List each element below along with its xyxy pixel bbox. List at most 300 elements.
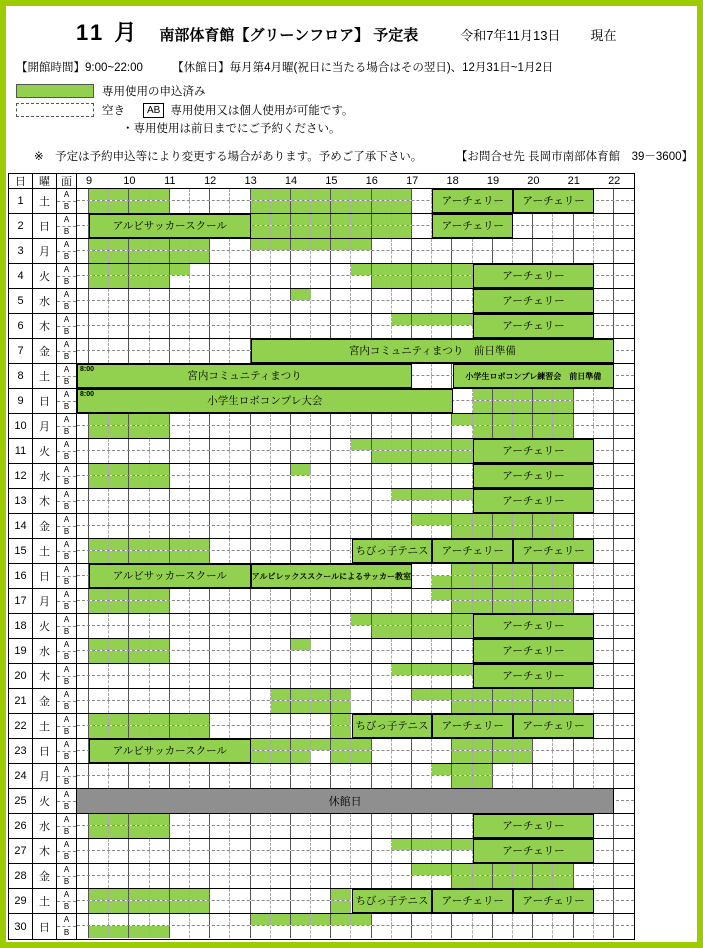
time-slot xyxy=(311,189,331,200)
pre-nine-pad xyxy=(77,701,89,713)
time-slot xyxy=(150,639,170,650)
time-slot xyxy=(553,914,573,925)
time-slot xyxy=(412,689,432,700)
time-slot xyxy=(311,489,331,500)
time-slot xyxy=(372,601,392,613)
time-slot xyxy=(129,589,149,600)
face-label-a: A xyxy=(57,664,76,677)
time-slot xyxy=(89,239,109,250)
time-slot xyxy=(150,326,170,338)
time-slot xyxy=(351,676,371,688)
time-slot xyxy=(392,876,412,888)
time-slot xyxy=(392,489,412,500)
time-slot xyxy=(291,239,311,250)
pre-nine-pad xyxy=(77,426,89,438)
time-slot xyxy=(493,576,513,588)
time-slot xyxy=(271,889,291,900)
time-slot xyxy=(291,539,311,550)
time-slot xyxy=(574,226,594,238)
time-slot xyxy=(230,851,250,863)
time-slot xyxy=(392,589,412,600)
event-block xyxy=(513,889,594,913)
time-slot xyxy=(129,414,149,425)
time-slot xyxy=(594,926,614,938)
schedule-row-day-29 xyxy=(9,889,634,914)
time-slot xyxy=(513,864,533,875)
face-column xyxy=(57,739,77,763)
hour-label: 20 xyxy=(527,175,540,187)
time-slot xyxy=(432,501,452,513)
time-slot xyxy=(412,676,432,688)
time-slot xyxy=(129,326,149,338)
time-slot xyxy=(372,276,392,288)
weekday-label: 月 xyxy=(33,589,57,613)
time-slot xyxy=(129,314,149,325)
time-slot xyxy=(311,589,331,600)
time-slot xyxy=(190,301,210,313)
time-slot xyxy=(331,764,351,775)
weekday-label: 土 xyxy=(33,539,57,563)
time-slot xyxy=(331,714,351,725)
time-slot xyxy=(210,351,230,363)
time-slot xyxy=(150,689,170,700)
time-slot xyxy=(351,639,371,650)
time-slot xyxy=(89,701,109,713)
time-slot xyxy=(432,864,452,875)
time-slot xyxy=(432,264,452,275)
time-slot xyxy=(412,564,432,575)
time-slot xyxy=(89,539,109,550)
event-block xyxy=(89,739,251,763)
time-slot xyxy=(351,651,371,663)
time-slot xyxy=(251,226,271,238)
time-slot xyxy=(493,251,513,263)
time-slot xyxy=(553,926,573,938)
hour-label: 13 xyxy=(244,175,257,187)
time-slot xyxy=(251,651,271,663)
time-slot xyxy=(190,814,210,825)
weekday-label: 水 xyxy=(33,639,57,663)
pre-nine-pad xyxy=(77,676,89,688)
contact: 【お問合せ先 長岡市南部体育館 39－3600】 xyxy=(455,151,693,163)
event-label: アーチェリー xyxy=(502,844,565,857)
time-slot xyxy=(210,614,230,625)
time-slot xyxy=(452,751,472,763)
time-slot xyxy=(574,876,594,888)
time-slot xyxy=(230,839,250,850)
time-slot xyxy=(594,401,614,413)
time-slot xyxy=(150,526,170,538)
time-slot xyxy=(473,426,493,438)
time-slot xyxy=(210,701,230,713)
hour-label: 21 xyxy=(567,175,580,187)
time-slot xyxy=(594,226,614,238)
time-slot xyxy=(594,239,614,250)
face-label-a: A xyxy=(57,689,76,702)
time-slot xyxy=(331,589,351,600)
time-slot xyxy=(513,701,533,713)
time-slot xyxy=(291,439,311,450)
time-slot xyxy=(594,276,614,288)
time-slot xyxy=(392,701,412,713)
time-slot xyxy=(392,864,412,875)
vacant-label: 空き xyxy=(102,105,125,117)
post-pad xyxy=(614,676,634,688)
time-slot xyxy=(493,739,513,750)
weekday-label: 月 xyxy=(33,239,57,263)
time-slot xyxy=(372,501,392,513)
event-label: アーチェリー xyxy=(502,619,565,632)
subrow-a xyxy=(77,414,634,426)
post-pad xyxy=(614,226,634,238)
time-slot xyxy=(311,664,331,675)
time-slot xyxy=(331,826,351,838)
time-slot xyxy=(311,514,331,525)
time-slot xyxy=(170,239,190,250)
closed-days: 【休館日】毎月第4月曜(祝日に当たる場合はその翌日)、12月31日~1月2日 xyxy=(172,62,554,74)
time-slot xyxy=(230,501,250,513)
time-slot xyxy=(150,839,170,850)
subrow-a xyxy=(77,589,634,601)
time-slot xyxy=(109,351,129,363)
schedule-row-day-2 xyxy=(9,214,634,239)
time-slot xyxy=(230,301,250,313)
time-slot xyxy=(412,251,432,263)
time-slot xyxy=(109,264,129,275)
face-label-a: A xyxy=(57,264,76,277)
time-slot xyxy=(230,189,250,200)
post-pad xyxy=(614,714,634,725)
event-label: アーチェリー xyxy=(441,194,504,207)
time-slot xyxy=(291,876,311,888)
time-slot xyxy=(271,189,291,200)
pre-nine-pad xyxy=(77,626,89,638)
weekday-label: 土 xyxy=(33,189,57,213)
time-slot xyxy=(251,264,271,275)
time-slot xyxy=(594,251,614,263)
time-slot xyxy=(210,889,230,900)
post-pad xyxy=(614,876,634,888)
pre-nine-pad xyxy=(77,351,89,363)
time-slot xyxy=(271,689,291,700)
subrow-b xyxy=(77,601,634,613)
time-slot xyxy=(311,814,331,825)
time-slot xyxy=(574,214,594,225)
time-slot xyxy=(331,664,351,675)
face-label-b: B xyxy=(63,577,70,587)
pre-nine-pad xyxy=(77,214,89,225)
day-number: 28 xyxy=(9,864,33,888)
time-slot xyxy=(392,851,412,863)
time-slot xyxy=(594,576,614,588)
time-slot xyxy=(291,926,311,938)
time-slot xyxy=(230,451,250,463)
time-slot xyxy=(210,189,230,200)
time-slot xyxy=(271,301,291,313)
time-slot xyxy=(311,214,331,225)
time-slot xyxy=(594,264,614,275)
weekday-label: 日 xyxy=(33,914,57,939)
post-pad xyxy=(614,251,634,263)
face-column xyxy=(57,814,77,838)
time-slot xyxy=(271,864,291,875)
time-slot xyxy=(190,839,210,850)
time-slot xyxy=(251,676,271,688)
time-slot xyxy=(190,439,210,450)
time-slot xyxy=(372,814,392,825)
time-slot xyxy=(412,589,432,600)
time-slot xyxy=(412,751,432,763)
time-slot xyxy=(311,726,331,738)
day-number: 8 xyxy=(9,364,33,388)
time-slot xyxy=(230,276,250,288)
pre-nine-pad xyxy=(77,501,89,513)
time-slot xyxy=(533,526,553,538)
time-slot xyxy=(553,764,573,775)
time-slot xyxy=(574,576,594,588)
time-slot xyxy=(89,289,109,300)
schedule-row-day-5 xyxy=(9,289,634,314)
day-grid xyxy=(77,539,634,563)
time-slot xyxy=(89,451,109,463)
time-slot xyxy=(210,539,230,550)
time-slot xyxy=(432,526,452,538)
time-slot xyxy=(89,664,109,675)
time-slot xyxy=(311,301,331,313)
time-slot xyxy=(271,714,291,725)
time-slot xyxy=(271,876,291,888)
time-slot xyxy=(513,776,533,788)
time-slot xyxy=(129,826,149,838)
face-label-a: A xyxy=(57,589,76,602)
time-slot xyxy=(210,926,230,938)
time-slot xyxy=(372,701,392,713)
time-slot xyxy=(392,239,412,250)
post-pad xyxy=(614,439,634,450)
time-slot xyxy=(331,251,351,263)
time-slot xyxy=(351,214,371,225)
time-slot xyxy=(170,351,190,363)
time-slot xyxy=(170,639,190,650)
time-slot xyxy=(150,451,170,463)
pre-nine-pad xyxy=(77,526,89,538)
day-number: 17 xyxy=(9,589,33,613)
post-pad xyxy=(614,401,634,413)
time-slot xyxy=(331,651,351,663)
time-slot xyxy=(89,726,109,738)
day-number: 16 xyxy=(9,564,33,588)
time-slot xyxy=(89,876,109,888)
title-bar xyxy=(76,16,697,47)
time-slot xyxy=(432,439,452,450)
time-slot xyxy=(109,276,129,288)
time-slot xyxy=(331,676,351,688)
time-slot xyxy=(129,701,149,713)
time-slot xyxy=(331,226,351,238)
time-slot xyxy=(89,676,109,688)
notice-row xyxy=(34,148,693,164)
event-block xyxy=(251,339,615,363)
time-slot xyxy=(533,689,553,700)
time-slot xyxy=(452,814,472,825)
legend xyxy=(16,83,697,136)
time-slot xyxy=(150,489,170,500)
time-slot xyxy=(129,876,149,888)
time-slot xyxy=(372,751,392,763)
time-slot xyxy=(291,726,311,738)
time-slot xyxy=(553,226,573,238)
time-slot xyxy=(372,776,392,788)
time-slot xyxy=(452,326,472,338)
time-slot xyxy=(291,226,311,238)
event-block xyxy=(432,539,513,563)
time-slot xyxy=(574,764,594,775)
event-label: アーチェリー xyxy=(441,544,504,557)
time-slot xyxy=(271,664,291,675)
time-slot xyxy=(533,576,553,588)
subrow-b xyxy=(77,776,634,788)
time-slot xyxy=(594,489,614,500)
event-label: アーチェリー xyxy=(441,894,504,907)
time-slot xyxy=(190,664,210,675)
subrow-a xyxy=(77,514,634,526)
weekday-label: 日 xyxy=(33,564,57,588)
time-slot xyxy=(109,776,129,788)
time-slot xyxy=(291,276,311,288)
event-block xyxy=(89,214,251,238)
face-label-a: A xyxy=(57,539,76,552)
time-slot xyxy=(331,851,351,863)
time-slot xyxy=(251,326,271,338)
time-slot xyxy=(291,614,311,625)
time-slot xyxy=(89,464,109,475)
time-slot xyxy=(89,489,109,500)
time-slot xyxy=(230,239,250,250)
time-slot xyxy=(574,414,594,425)
time-slot xyxy=(291,414,311,425)
time-slot xyxy=(210,439,230,450)
time-slot xyxy=(372,414,392,425)
face-column xyxy=(57,514,77,538)
time-slot xyxy=(432,701,452,713)
hours-line xyxy=(16,59,697,75)
time-slot xyxy=(271,589,291,600)
event-block xyxy=(251,564,413,588)
face-label-a: A xyxy=(57,314,76,327)
time-slot xyxy=(553,739,573,750)
time-slot xyxy=(109,201,129,213)
face-column xyxy=(57,889,77,913)
time-slot xyxy=(331,814,351,825)
time-slot xyxy=(392,514,412,525)
time-slot xyxy=(351,314,371,325)
time-slot xyxy=(230,414,250,425)
time-slot xyxy=(251,626,271,638)
time-slot xyxy=(109,326,129,338)
post-pad xyxy=(614,776,634,788)
time-slot xyxy=(109,814,129,825)
time-slot xyxy=(594,539,614,550)
time-slot xyxy=(109,689,129,700)
time-slot xyxy=(351,251,371,263)
time-slot xyxy=(170,726,190,738)
time-slot xyxy=(513,564,533,575)
time-slot xyxy=(251,201,271,213)
pre-nine-pad xyxy=(77,576,89,588)
time-slot xyxy=(351,689,371,700)
time-slot xyxy=(311,551,331,563)
time-slot xyxy=(170,614,190,625)
time-slot xyxy=(351,501,371,513)
time-slot xyxy=(553,701,573,713)
time-slot xyxy=(109,464,129,475)
event-label: アーチェリー xyxy=(502,444,565,457)
time-slot xyxy=(190,239,210,250)
time-slot xyxy=(351,601,371,613)
time-slot xyxy=(452,276,472,288)
schedule-row-day-26 xyxy=(9,814,634,839)
time-slot xyxy=(251,414,271,425)
time-slot xyxy=(170,539,190,550)
time-slot xyxy=(311,776,331,788)
weekday-label: 月 xyxy=(33,414,57,438)
post-pad xyxy=(614,614,634,625)
schedule-row-day-7 xyxy=(9,339,634,364)
time-slot xyxy=(190,251,210,263)
time-slot xyxy=(129,776,149,788)
time-slot xyxy=(150,764,170,775)
time-slot xyxy=(412,526,432,538)
time-slot xyxy=(150,901,170,913)
time-slot xyxy=(291,826,311,838)
time-slot xyxy=(271,726,291,738)
time-slot xyxy=(392,651,412,663)
time-slot xyxy=(392,439,412,450)
time-slot xyxy=(311,676,331,688)
time-slot xyxy=(331,289,351,300)
time-slot xyxy=(271,914,291,925)
time-slot xyxy=(533,426,553,438)
post-pad xyxy=(614,651,634,663)
title-month: 11 月 xyxy=(76,20,140,45)
time-slot xyxy=(251,489,271,500)
face-label-b: B xyxy=(63,802,70,812)
time-slot xyxy=(351,239,371,250)
face-column xyxy=(57,714,77,738)
time-slot xyxy=(291,464,311,475)
face-label-b: B xyxy=(63,202,70,212)
time-slot xyxy=(351,489,371,500)
schedule-row-day-17 xyxy=(9,589,634,614)
time-slot xyxy=(311,426,331,438)
time-slot xyxy=(291,626,311,638)
time-slot xyxy=(210,289,230,300)
subrow-b xyxy=(77,426,634,438)
day-number: 27 xyxy=(9,839,33,863)
time-slot xyxy=(170,551,190,563)
time-slot xyxy=(594,589,614,600)
schedule-row-day-27 xyxy=(9,839,634,864)
time-slot xyxy=(351,701,371,713)
time-slot xyxy=(210,814,230,825)
time-slot xyxy=(473,876,493,888)
time-slot xyxy=(170,676,190,688)
time-slot xyxy=(271,226,291,238)
time-slot xyxy=(533,414,553,425)
pre-nine-pad xyxy=(77,876,89,888)
event-label: 宮内コミュニティまつり xyxy=(187,369,302,382)
time-slot xyxy=(452,414,472,425)
